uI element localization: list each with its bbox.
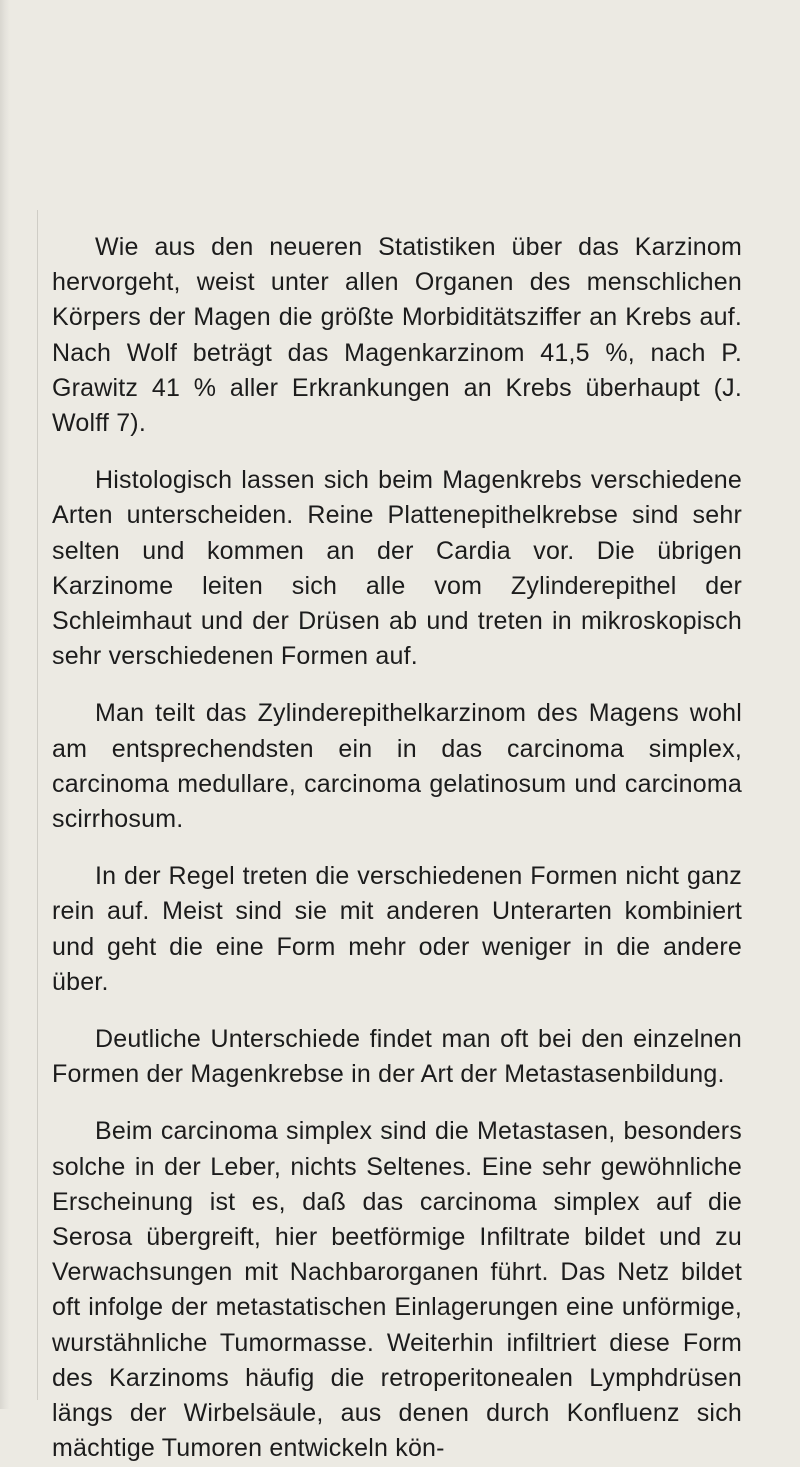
paragraph-3: Man teilt das Zylinderepithelkarzinom des Magens wohl am entsprechendsten ein in das carcinoma simplex, carcinoma medullare, carcinoma gelatinosum und carcinoma scirrhosum.	[52, 699, 742, 834]
paragraph-1: Wie aus den neueren Statistiken über das Karzinom hervorgeht, weist unter allen Organen des menschlichen Körpers der Magen die größte Morbiditätsziffer an Krebs auf. Nach Wolf beträgt das Magenkarzinom 41,5 %, nach P. Grawitz 41 % aller Erkrankungen an Krebs überhaupt (J. Wolff 7).	[52, 233, 742, 438]
paragraph-6: Beim carcinoma simplex sind die Metastasen, besonders solche in der Leber, nichts Seltenes. Eine sehr gewöhnliche Erscheinung ist es, daß das carcinoma simplex auf die Serosa übergreift, hier beetförmige Infiltrate bildet und zu Verwachsungen mit Nachbarorganen führt. Das Netz bildet oft infolge der metastatischen Einlagerungen eine unförmige, wurstähnliche Tumormasse. Weiterhin infiltriert diese Form des Karzinoms häufig die retroperitonealen Lymphdrüsen längs der Wirbelsäule, aus denen durch Konfluenz sich mächtige Tumoren entwickeln kön-	[52, 1117, 742, 1463]
binding-line	[37, 210, 38, 1400]
text-body	[52, 230, 742, 1467]
page-edge	[0, 0, 10, 1409]
paragraph-5: Deutliche Unterschiede findet man oft bei den einzelnen Formen der Magenkrebse in der Art der Metastasenbildung.	[52, 1025, 742, 1089]
paragraph-4: In der Regel treten die verschiedenen Formen nicht ganz rein auf. Meist sind sie mit anderen Unterarten kombiniert und geht die eine Form mehr oder weniger in die andere über.	[52, 862, 742, 996]
paragraph-2: Histologisch lassen sich beim Magenkrebs verschiedene Arten unterscheiden. Reine Plattenepithelkrebse sind sehr selten und kommen an der Cardia vor. Die übrigen Karzinome leiten sich alle vom Zylinderepithel der Schleimhaut und der Drüsen ab und treten in mikroskopisch sehr verschiedenen Formen auf.	[52, 466, 742, 671]
